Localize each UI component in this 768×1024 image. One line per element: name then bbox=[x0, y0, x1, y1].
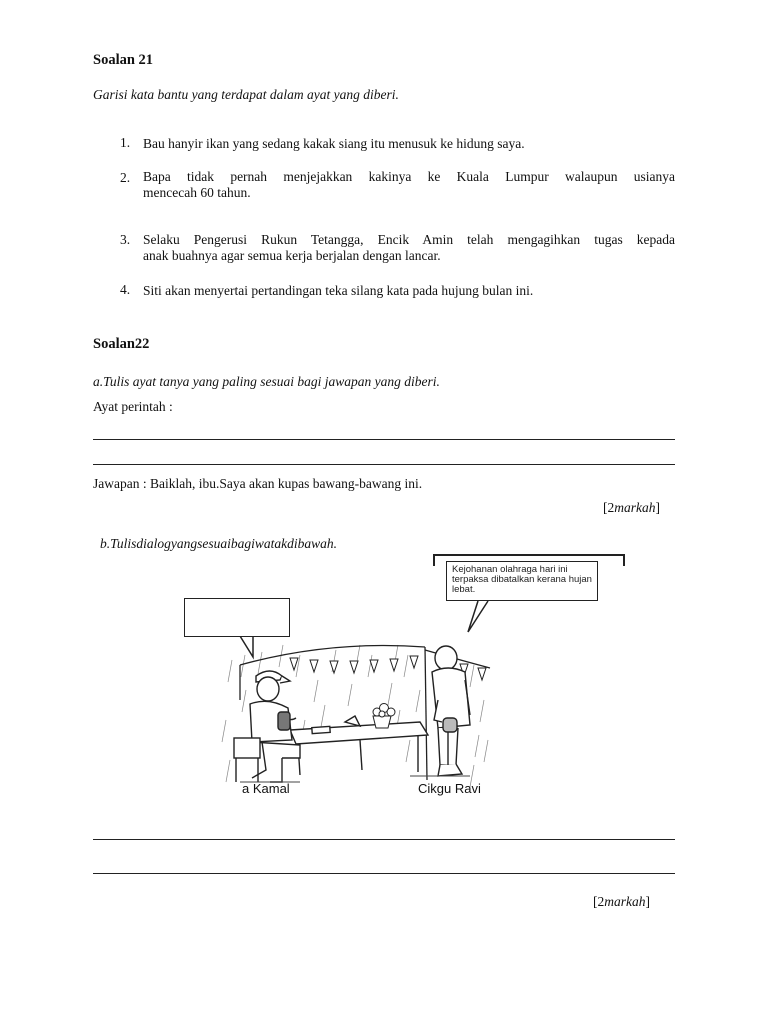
list-item-text-continued: anak buahnya agar semua kerja berjalan dengan lancar. bbox=[143, 248, 441, 263]
list-item-text-continued: mencecah 60 tahun. bbox=[143, 185, 251, 200]
list-item-number: 2. bbox=[120, 170, 131, 185]
q22-title: Soalan22 bbox=[93, 336, 150, 352]
marks-label-a: [2markah] bbox=[603, 500, 660, 515]
ayat-perintah-label: Ayat perintah : bbox=[93, 399, 173, 414]
list-item-number: 4. bbox=[120, 282, 131, 297]
list-item-number: 3. bbox=[120, 232, 131, 247]
answer-line[interactable] bbox=[93, 873, 675, 874]
q21-title: Soalan 21 bbox=[93, 52, 154, 68]
q21-instruction: Garisi kata bantu yang terdapat dalam ayat yang diberi. bbox=[93, 87, 399, 102]
marks-label-b: [2markah] bbox=[593, 894, 650, 909]
list-item-text: Siti akan menyertai pertandingan teka silang kata pada hujung bulan ini. bbox=[143, 283, 534, 298]
list-item-text: Bau hanyir ikan yang sedang kakak siang itu menusuk ke hidung saya. bbox=[143, 136, 525, 151]
speech-bubble-text: Kejohanan olahraga hari ini terpaksa dibatalkan kerana hujan lebat. bbox=[452, 564, 592, 595]
answer-line[interactable] bbox=[93, 839, 675, 840]
list-item-text: Bapa tidak pernah menjejakkan kakinya ke Kuala Lumpur walaupun usianya bbox=[143, 169, 675, 184]
character-label-kamal: a Kamal bbox=[242, 781, 290, 796]
q22-part-b-instruction: b.Tulisdialogyangsesuaibagiwatakdibawah. bbox=[100, 536, 338, 551]
character-label-ravi: Cikgu Ravi bbox=[418, 781, 481, 796]
jawapan-text: Jawapan : Baiklah, ibu.Saya akan kupas bawang-bawang ini. bbox=[93, 476, 423, 491]
list-item-number: 1. bbox=[120, 135, 131, 150]
q22-part-a-instruction: a.Tulis ayat tanya yang paling sesuai bagi jawapan yang diberi. bbox=[93, 374, 440, 389]
empty-speech-bubble[interactable] bbox=[184, 598, 290, 637]
speech-bubble bbox=[446, 561, 598, 601]
list-item-text: Selaku Pengerusi Rukun Tetangga, Encik Amin telah mengagihkan tugas kepada bbox=[143, 232, 675, 247]
